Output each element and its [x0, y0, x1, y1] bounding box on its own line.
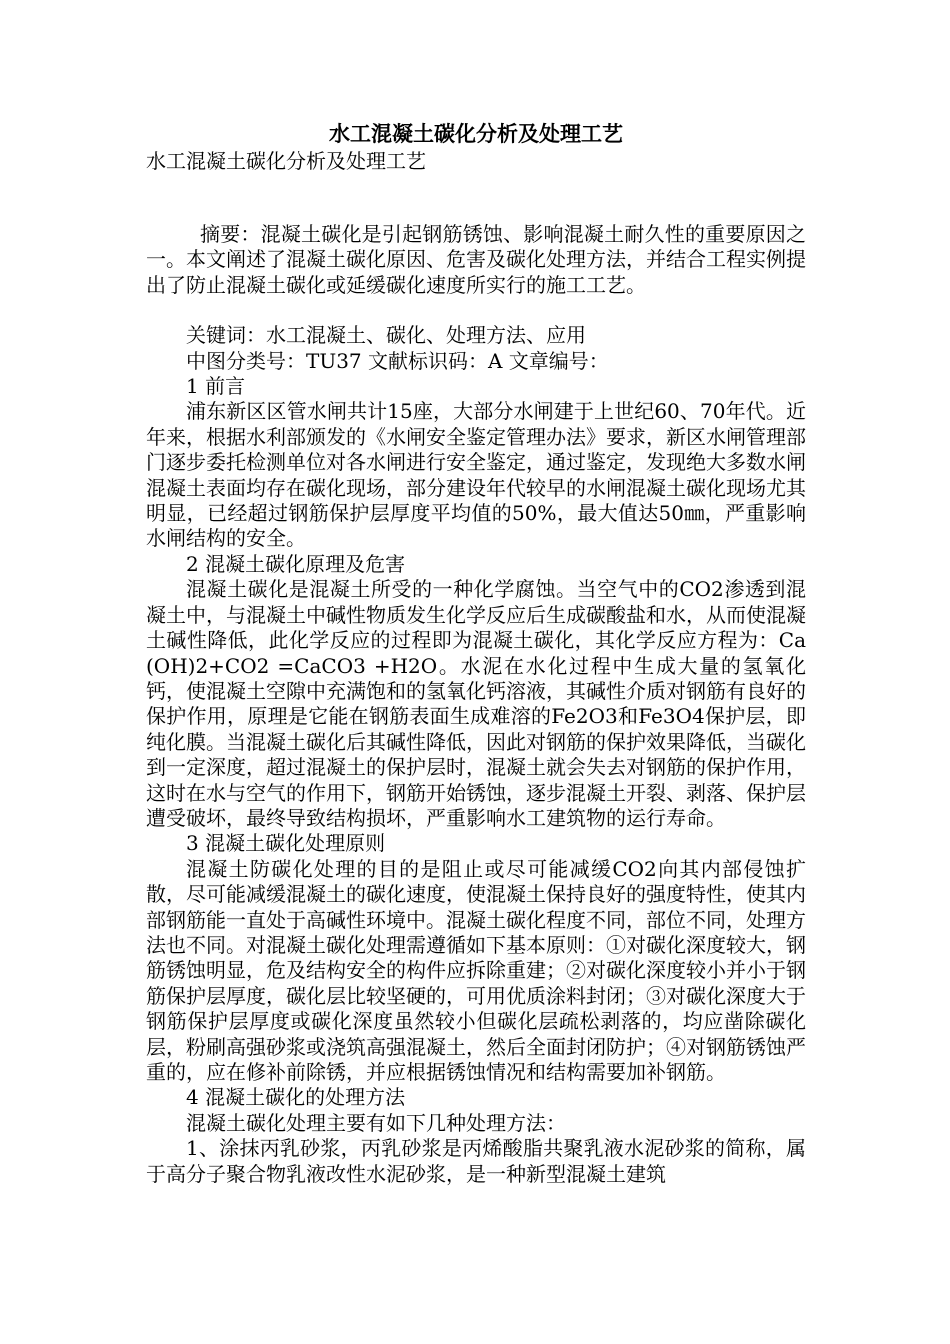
- section-4-heading: 4 混凝土碳化的处理方法: [186, 1085, 406, 1110]
- section-2-paragraph: 混凝土碳化是混凝土所受的一种化学腐蚀。当空气中的CO2渗透到混凝土中，与混凝土中碱性物质发生化学反应后生成碳酸盐和水，从而使混凝土碱性降低，此化学反应的过程即为混凝土碳化，其化学反应方程为：Ca(OH)2+CO2 =CaCO3 +H2O。水泥在水化过程中生成大量的氢氧化钙，使混凝土空隙中充满饱和的氢氧化钙溶液，其碱性介质对钢筋有良好的保护作用，原理是它能在钢筋表面生成难溶的Fe2O3和Fe3O4保护层，即纯化膜。当混凝土碳化后其碱性降低，因此对钢筋的保护效果降低，当碳化到一定深度，超过混凝土的保护层时，混凝土就会失去对钢筋的保护作用，这时在水与空气的作用下，钢筋开始锈蚀，逐步混凝土开裂、剥落、保护层遭受破坏，最终导致结构损坏，严重影响水工建筑物的运行寿命。: [146, 577, 806, 830]
- section-2-heading: 2 混凝土碳化原理及危害: [186, 551, 406, 576]
- section-4-intro: 混凝土碳化处理主要有如下几种处理方法：: [186, 1110, 566, 1135]
- document-page: [146, 120, 806, 1187]
- section-1-paragraph: 浦东新区区管水闸共计15座，大部分水闸建于上世纪60、70年代。近年来，根据水利部颁发的《水闸安全鉴定管理办法》要求，新区水闸管理部门逐步委托检测单位对各水闸进行安全鉴定，通过鉴定，发现绝大多数水闸混凝土表面均存在碳化现场，部分建设年代较早的水闸混凝土碳化现场尤其明显，已经超过钢筋保护层厚度平均值的50%，最大值达50㎜，严重影响水闸结构的安全。: [146, 399, 806, 551]
- section-1-heading: 1 前言: [186, 374, 246, 399]
- abstract-paragraph: 摘要：混凝土碳化是引起钢筋锈蚀、影响混凝土耐久性的重要原因之一。本文阐述了混凝土碳化原因、危害及碳化处理方法，并结合工程实例提出了防止混凝土碳化或延缓碳化速度所实行的施工工艺。: [146, 222, 806, 297]
- section-3-heading: 3 混凝土碳化处理原则: [186, 831, 386, 856]
- keywords-line: 关键词：水工混凝土、碳化、处理方法、应用: [186, 323, 586, 348]
- section-3-paragraph: 混凝土防碳化处理的目的是阻止或尽可能减缓CO2向其内部侵蚀扩散，尽可能减缓混凝土的碳化速度，使混凝土保持良好的强度特性，使其内部钢筋能一直处于高碱性环境中。混凝土碳化程度不同，部位不同，处理方法也不同。对混凝土碳化处理需遵循如下基本原则：①对碳化深度较大，钢筋锈蚀明显，危及结构安全的构件应拆除重建；②对碳化深度较小并小于钢筋保护层厚度，碳化层比较坚硬的，可用优质涂料封闭；③对碳化深度大于钢筋保护层厚度或碳化深度虽然较小但碳化层疏松剥落的，均应凿除碳化层，粉刷高强砂浆或浇筑高强混凝土，然后全面封闭防护；④对钢筋锈蚀严重的，应在修补前除锈，并应根据锈蚀情况和结构需要加补钢筋。: [146, 856, 806, 1084]
- document-title: 水工混凝土碳化分析及处理工艺: [329, 121, 623, 146]
- section-4-method-1: 1、涂抹丙乳砂浆，丙乳砂浆是丙烯酸脂共聚乳液水泥砂浆的简称，属于高分子聚合物乳液改性水泥砂浆，是一种新型混凝土建筑: [146, 1136, 806, 1186]
- classification-line: 中图分类号：TU37 文献标识码：A 文章编号：: [186, 348, 609, 373]
- document-body: [146, 222, 806, 1187]
- document-subtitle: 水工混凝土碳化分析及处理工艺: [146, 149, 426, 173]
